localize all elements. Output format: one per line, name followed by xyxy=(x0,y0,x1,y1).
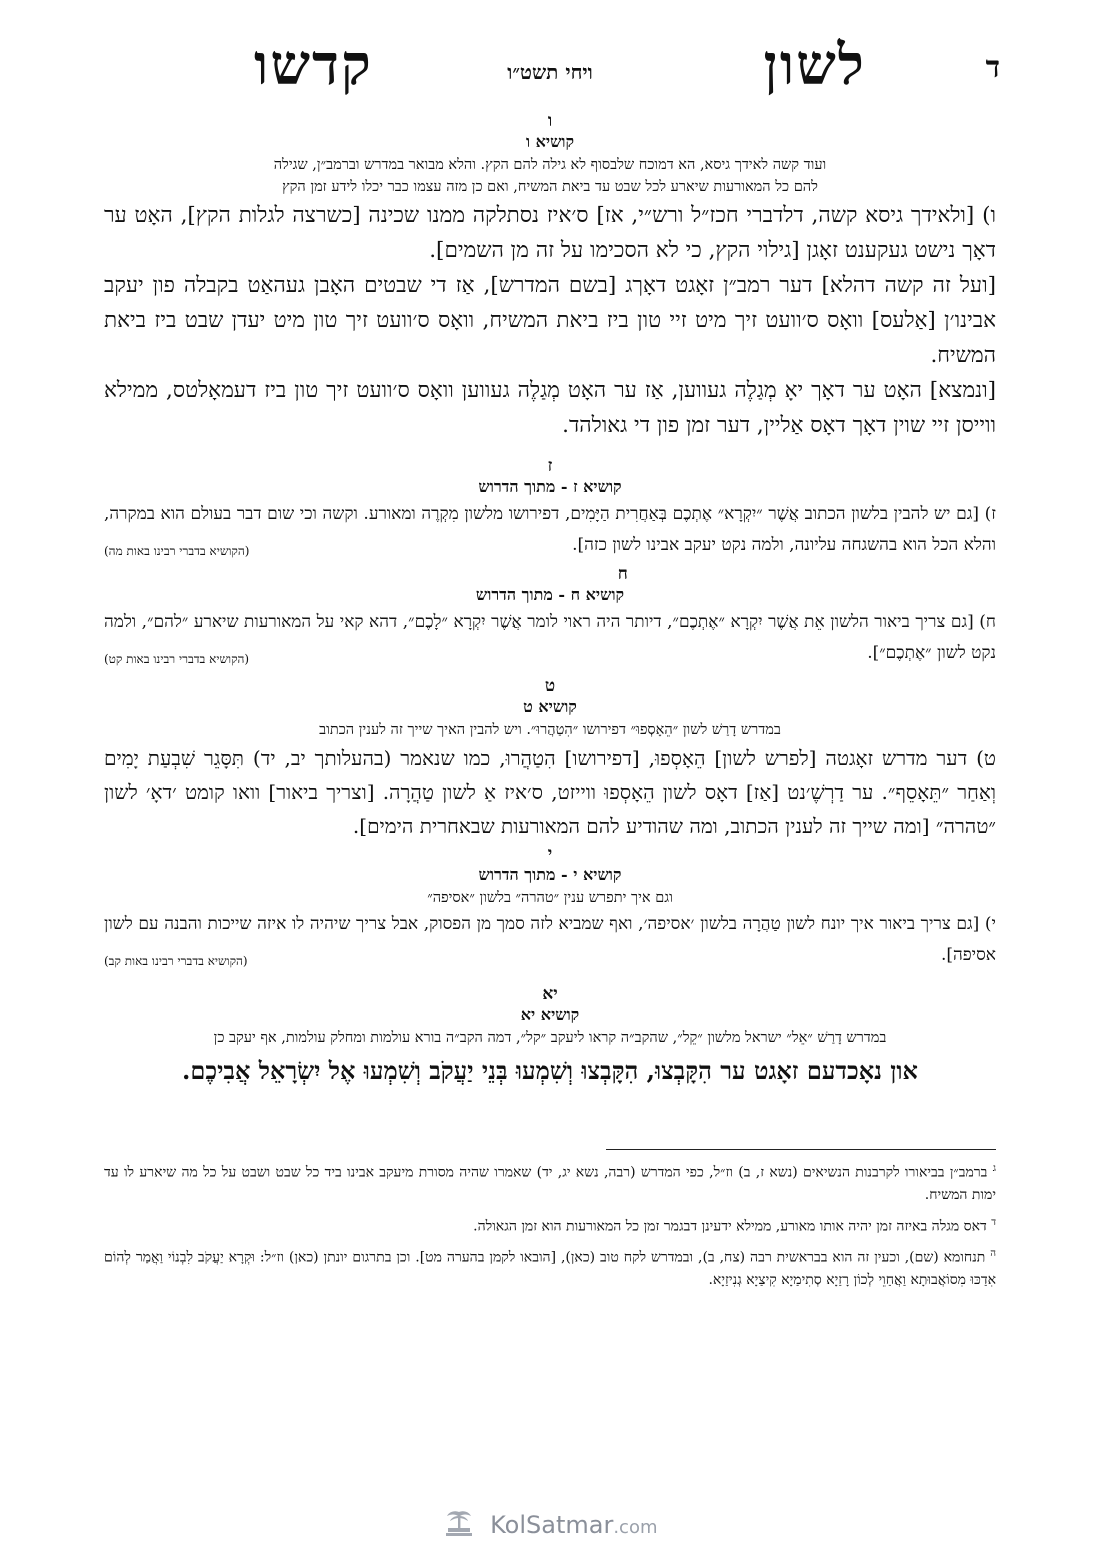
section-11 xyxy=(104,985,996,1091)
section-letter: י xyxy=(547,844,553,864)
footnote-mark: ג xyxy=(992,1163,996,1174)
source-reference: (הקושיא בדברי רבינו באות מה) xyxy=(104,544,250,558)
footnotes xyxy=(104,1158,996,1291)
paragraph: ו) [ולאידך גיסא קשה, דלדברי חכז״ל ורש״י, אז] ס׳איז נסתלקה ממנו שכינה [כשרצה לגלות הקץ], האָט ער דאָך נישט געקענט זאָגן [גילוי הקץ, כי לא הסכימו על זה מן השמים]. xyxy=(104,203,996,263)
paragraph xyxy=(104,499,996,561)
section-title: קושיא ז - מתוך הדרוש xyxy=(478,477,622,496)
site-watermark xyxy=(0,1508,1100,1544)
footnote-mark: ד xyxy=(991,1216,996,1228)
footnote xyxy=(104,1158,996,1206)
section-intro-line: להם כל המאורעות שיארע לכל שבט עד ביאת המשיח, ואם כן מזה עצמו כבר יכלו לידע זמן הקץ xyxy=(282,179,818,195)
section-8 xyxy=(104,565,996,669)
running-title-left: קדשו xyxy=(254,32,373,98)
paragraph: [ועל זה קשה דהלא] דער רמב״ן זאָגט דאָךג [בשם המדרש], אַז די שבטים האָבן געהאַט בקבלה פון יעקב אבינו׳ן [אַלעס] וואָס ס׳וועט זיך מיט זיי טון ביז ביאת המשיח, וואָס ס׳וועט זיך טון מיט יעדן שבט ביז ביאת המשיח. xyxy=(104,273,996,368)
section-10 xyxy=(104,845,996,971)
paragraph-text: ז) [גם יש להבין בלשון הכתוב אֲשֶׁר ״יִקְרָא״ אֶתְכֶם בְּאַחֲרִית הַיָּמִים, דפירושו מלשון מִקְרֶה ומאורע. וקשה וכי שום דבר בעולם הוא במקרה, והלא הכל הוא בהשגחה עליונה, ולמה נקט יעקב אבינו לשון כזה]. xyxy=(104,504,996,555)
section-intro-line: ועוד קשה לאידך גיסא, הא דמוכח שלבסוף לא גילה להם הקץ. והלא מבואר במדרש וברמב״ן, שגילה xyxy=(273,157,827,173)
section-letter: ט xyxy=(544,676,556,696)
section-intro-line: במדרש דָרַשׁ ״אֵל״ ישראל מלשון ״קֵל״, שהקב״ה קראו ליעקב ״קל״, דמה הקב״ה בורא עולמות ומחלק עולמות, אף יעקב כן xyxy=(213,1030,887,1046)
footnote-divider xyxy=(606,1149,996,1150)
palm-book-logo-icon xyxy=(442,1508,476,1544)
section-title: קושיא ח - מתוך הדרוש xyxy=(475,585,625,604)
section-title: קושיא יא xyxy=(520,1005,580,1024)
footnote-text: דאס מגלה באיזה זמן יהיה אותו מאורע, ממילא ידעינן דבגמר זמן כל המאורעות הוא זמן הגאולה. xyxy=(473,1218,987,1235)
parsha-label: ויחי תשט״ו xyxy=(507,60,593,84)
section-intro-line: וגם איך יתפרש ענין ״טהרה״ בלשון ״אסיפה״ xyxy=(427,890,673,906)
paragraph-text: ח) [גם צריך ביאור הלשון אֵת אֲשֶׁר יִקְרָא ״אֶתְכֶם״, דיותר היה ראוי לומר אֲשֶׁר יִקְרָא ״לָכֶם״, דהא קאי על המאורעות שיארע ״להם״, ולמה נקט לשון ״אֶתְכֶם״]. xyxy=(104,612,996,663)
paragraph: ט) דער מדרש זאָגטה [לפרש לשון] הֵאָסְפוּ, [דפירושו] הִטַהֲרוּ, כמו שנאמר (בהעלותך יב, יד) תִּסָּגֵר שִׁבְעַת יָמִים וְאַחַר ״תֵּאָסֵף״. ער דַרְשֶׁ׳נט [אַז] דאָס לשון הֵאָסְפוּ ווייזט, ס׳איז אַ לשון טַהֲרָה. [וצריך ביאור] וואו קומט ׳דאָ׳ לשון ״טהרה״ [ומה שייך זה לענין הכתוב, ומה שהודיע להם המאורעות שבאחרית הימים]. xyxy=(104,746,996,838)
footnote xyxy=(104,1212,996,1238)
section-letter: יא xyxy=(542,984,558,1004)
closing-line: און נאָכדעם זאָגט ער הִקָּבְצוּ, הִקָּבְצוּ וְשִׁמְעוּ בְּנֵי יַעֲקֹב וְשִׁמְעוּ אֶל יִשְׂרָאֵל אֲבִיכֶם. xyxy=(182,1056,918,1085)
paragraph: [ונמצא] האָט ער דאָך יאָ מְגַלֶה געווען, אַז ער האָט מְגַלֶה געווען וואָס ס׳וועט זיך טון ביז דעמאָלטס, ממילא ווייסן זיי שוין דאָך דאָס אַליין, דער זמן פון די גאולהד. xyxy=(104,378,996,438)
section-letter: ח xyxy=(617,564,628,584)
paragraph xyxy=(104,607,996,669)
paragraph-text: י) [גם צריך ביאור איך יונח לשון טַהֲרָה בלשון ׳אסיפה׳, ואף שמביא לזה סמך מן הפסוק, אבל צריך שיהיה לו איזה שייכות והבנה עם לשון אסיפה]. xyxy=(104,914,996,965)
section-title: קושיא י - מתוך הדרוש xyxy=(478,865,622,884)
section-letter: ו xyxy=(547,111,553,131)
footnote-mark: ה xyxy=(990,1248,996,1260)
paragraph xyxy=(104,909,996,971)
section-title: קושיא ט xyxy=(523,697,577,716)
running-title-right: לשון xyxy=(763,32,866,98)
section-letter: ז xyxy=(547,456,553,476)
section-9 xyxy=(104,677,996,843)
footnote xyxy=(104,1243,996,1291)
page-number: ד xyxy=(985,50,1000,85)
section-6 xyxy=(104,112,996,443)
section-title: קושיא ו xyxy=(525,132,575,151)
section-intro-line: במדרש דָרַשׁ לשון ״הֵאָסְפוּ״ דפירושו ״הִטַהֲרוּ״. ויש להבין האיך שייך זה לענין הכתוב xyxy=(319,722,781,738)
source-reference: (הקושיא בדברי רבינו באות קב) xyxy=(104,954,248,968)
watermark-text: KolSatmar xyxy=(490,1511,614,1539)
source-reference: (הקושיא בדברי רבינו באות קט) xyxy=(104,652,250,666)
footnote-text: ברמב״ן בביאורו לקרבנות הנשיאים (נשא ז, ב) וז״ל, כפי המדרש (רבה, נשא יג, יד) שאמרו שהיה מסורת מיעקב אבינו ביד כל שבט ושבט על כל מה שיארע לו עד ימות המשיח. xyxy=(104,1164,996,1203)
section-7 xyxy=(104,457,996,561)
watermark-suffix: .com xyxy=(613,1517,658,1538)
footnote-text: תנחומא (שם), וכעין זה הוא בבראשית רבה (צח, ב), ובמדרש לקח טוב (כאן), [הובאו לקמן בהערה מט]. וכן בתרגום יונתן (כאן) וז״ל: וּקְרָא יַעֲקֹב לִבְנוֹי וַאֲמַר לְהוֹם אִדַכּוּ מִסוֹאֲבוּתָא וַאֲחַוֵי לְכוֹן רָזַיָא סְתִימַיָא קִיצַיָא גְנִיזַיָא. xyxy=(104,1249,996,1288)
page-header xyxy=(104,30,1000,110)
